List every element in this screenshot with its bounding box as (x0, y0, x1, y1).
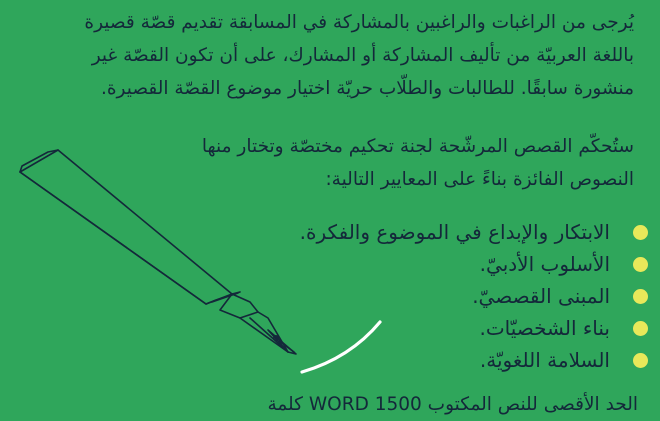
criteria-item (300, 216, 610, 248)
criteria-text: الابتكار والإبداع في الموضوع والفكرة. (299, 220, 610, 244)
criteria-text: بناء الشخصيّات. (479, 316, 610, 340)
bullet-dot-icon (633, 321, 648, 336)
criteria-item (300, 344, 610, 376)
intro-line: منشورة سابقًا. للطالبات والطلّاب حريّة اختيار موضوع القصّة القصيرة. (100, 78, 634, 99)
intro-line: باللغة العربيّة من تأليف المشاركة أو المشارك، على أن تكون القصّة غير (91, 45, 634, 66)
criteria-text: السلامة اللغويّة. (479, 348, 610, 372)
criteria-list (300, 216, 610, 376)
criteria-text: المبنى القصصيّ. (472, 284, 610, 308)
intro-paragraph (14, 6, 634, 105)
jury-line: النصوص الفائزة بناءً على المعايير التالية: (325, 169, 634, 190)
bullet-dot-icon (633, 289, 648, 304)
criteria-item (300, 280, 610, 312)
footer-partial-line: الحد الأقصى للنص المكتوب WORD 1500 كلمة (267, 394, 638, 415)
jury-line: ستُحكّم القصص المرشّحة لجنة تحكيم مختصّة وتختار منها (201, 136, 634, 157)
intro-line: يُرجى من الراغبات والراغبين بالمشاركة في المسابقة تقديم قصّة قصيرة (84, 12, 634, 33)
criteria-item (300, 312, 610, 344)
criteria-text: الأسلوب الأدبيّ. (479, 252, 610, 276)
criteria-item (300, 248, 610, 280)
jury-paragraph (14, 130, 634, 196)
bullet-dot-icon (633, 257, 648, 272)
bullet-dot-icon (633, 353, 648, 368)
bullet-dot-icon (633, 225, 648, 240)
